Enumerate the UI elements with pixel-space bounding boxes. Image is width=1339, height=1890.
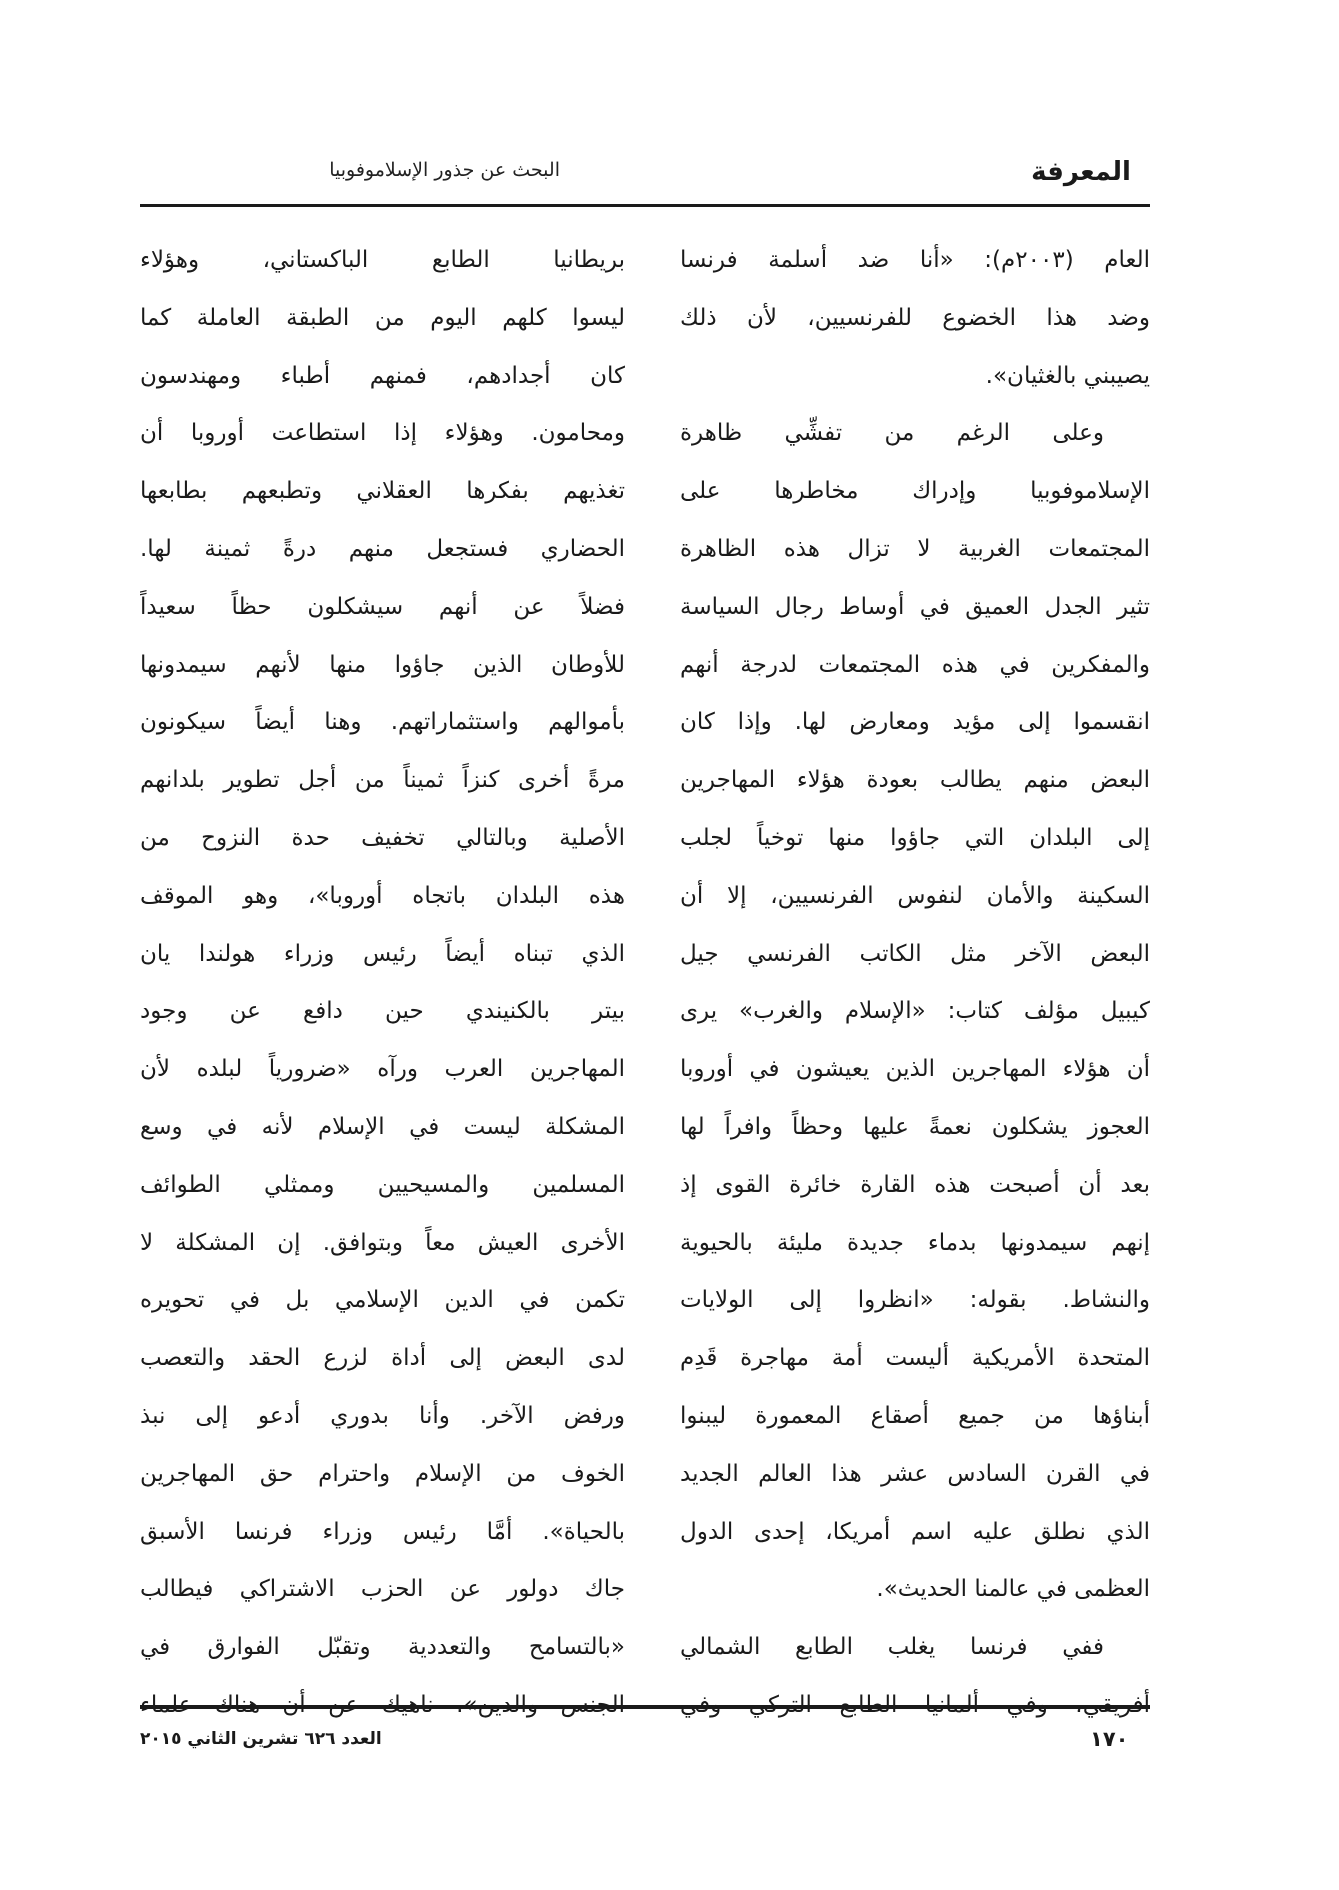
text-line: «بالتسامح والتعددية وتقبّل الفوارق في <box>140 1634 625 1661</box>
text-line: للأوطان الذين جاؤوا منها لأنهم سيمدونها <box>140 651 625 678</box>
text-line: المجتمعات الغربية لا تزال هذه الظاهرة <box>680 535 1150 562</box>
right-text-column <box>680 232 1150 1692</box>
text-line: ورفض الآخر. وأنا بدوري أدعو إلى نبذ <box>140 1402 625 1429</box>
text-line: تغذيهم بفكرها العقلاني وتطبعهم بطابعها <box>140 478 625 505</box>
text-line: أن هؤلاء المهاجرين الذين يعيشون في أوروبا <box>680 1056 1150 1083</box>
text-line: أبناؤها من جميع أصقاع المعمورة ليبنوا <box>680 1402 1150 1429</box>
text-line: والمفكرين في هذه المجتمعات لدرجة أنهم <box>680 651 1150 678</box>
text-line: كان أجدادهم، فمنهم أطباء ومهندسون <box>140 362 625 389</box>
text-line: المشكلة ليست في الإسلام لأنه في وسع <box>140 1113 625 1140</box>
magazine-logo: المعرفة <box>1031 157 1131 187</box>
text-line: بالحياة». أمَّا رئيس وزراء فرنسا الأسبق <box>140 1518 625 1545</box>
text-line: إلى البلدان التي جاؤوا منها توخياً لجلب <box>680 824 1150 851</box>
text-line: الأصلية وبالتالي تخفيف حدة النزوح من <box>140 824 625 851</box>
left-text-column <box>140 232 625 1692</box>
text-line: المهاجرين العرب ورآه «ضرورياً لبلده لأن <box>140 1056 625 1083</box>
text-line: بريطانيا الطابع الباكستاني، وهؤلاء <box>140 247 625 273</box>
text-line: العظمى في عالمنا الحديث». <box>876 1576 1150 1603</box>
issue-info: العدد ٦٢٦ تشرين الثاني ٢٠١٥ <box>140 1729 382 1749</box>
text-line: كيبيل مؤلف كتاب: «الإسلام والغرب» يرى <box>680 998 1150 1025</box>
text-line: وعلى الرغم من تفشِّي ظاهرة <box>680 420 1104 447</box>
page-number: ١٧٠ <box>1090 1727 1129 1751</box>
text-line: الأخرى العيش معاً وبتوافق. إن المشكلة لا <box>140 1229 625 1256</box>
header-rule <box>140 204 1150 207</box>
text-line: الذي تبناه أيضاً رئيس وزراء هولندا يان <box>140 940 625 967</box>
text-line: تكمن في الدين الإسلامي بل في تحويره <box>140 1287 625 1314</box>
text-line: إنهم سيمدونها بدماء جديدة مليئة بالحيوية <box>680 1229 1150 1256</box>
text-line: البعض الآخر مثل الكاتب الفرنسي جيل <box>680 940 1150 967</box>
footer-rule <box>140 1705 1150 1709</box>
text-line: ومحامون. وهؤلاء إذا استطاعت أوروبا أن <box>140 420 625 447</box>
text-line: البعض منهم يطالب بعودة هؤلاء المهاجرين <box>680 767 1150 794</box>
text-line: في القرن السادس عشر هذا العالم الجديد <box>680 1460 1150 1487</box>
text-line: العجوز يشكلون نعمةً عليها وحظاً وافراً لها <box>680 1113 1150 1140</box>
text-line: لدى البعض إلى أداة لزرع الحقد والتعصب <box>140 1345 625 1372</box>
text-line: تثير الجدل العميق في أوساط رجال السياسة <box>680 593 1150 620</box>
text-line: فضلاً عن أنهم سيشكلون حظاً سعيداً <box>140 593 625 620</box>
text-line: مرةً أخرى كنزاً ثميناً من أجل تطوير بلدانهم <box>140 767 625 794</box>
text-line: هذه البلدان باتجاه أوروبا»، وهو الموقف <box>140 882 625 909</box>
text-line: الإسلاموفوبيا وإدراك مخاطرها على <box>680 478 1150 505</box>
text-line: بيتر بالكنيندي حين دافع عن وجود <box>140 998 625 1025</box>
text-line: يصيبني بالغثيان». <box>985 362 1150 389</box>
text-line: ليسوا كلهم اليوم من الطبقة العاملة كما <box>140 304 625 331</box>
text-line: بأموالهم واستثماراتهم. وهنا أيضاً سيكونون <box>140 709 625 736</box>
text-line: ففي فرنسا يغلب الطابع الشمالي <box>680 1634 1104 1661</box>
text-line: وضد هذا الخضوع للفرنسيين، لأن ذلك <box>680 304 1150 331</box>
text-line: السكينة والأمان لنفوس الفرنسيين، إلا أن <box>680 882 1150 909</box>
text-line: انقسموا إلى مؤيد ومعارض لها. وإذا كان <box>680 709 1150 736</box>
article-running-title: البحث عن جذور الإسلاموفوبيا <box>329 159 560 181</box>
text-line: العام (٢٠٠٣م): «أنا ضد أسلمة فرنسا <box>680 247 1150 273</box>
text-line: الذي نطلق عليه اسم أمريكا، إحدى الدول <box>680 1518 1150 1545</box>
text-line: الخوف من الإسلام واحترام حق المهاجرين <box>140 1460 625 1487</box>
text-line: المتحدة الأمريكية أليست أمة مهاجرة قَدِم <box>680 1345 1150 1372</box>
text-line: بعد أن أصبحت هذه القارة خائرة القوى إذ <box>680 1171 1150 1198</box>
text-line: والنشاط. بقوله: «انظروا إلى الولايات <box>680 1287 1150 1314</box>
text-line: المسلمين والمسيحيين وممثلي الطوائف <box>140 1171 625 1198</box>
text-line: جاك دولور عن الحزب الاشتراكي فيطالب <box>140 1576 625 1603</box>
text-line: الحضاري فستجعل منهم درةً ثمينة لها. <box>140 535 625 562</box>
